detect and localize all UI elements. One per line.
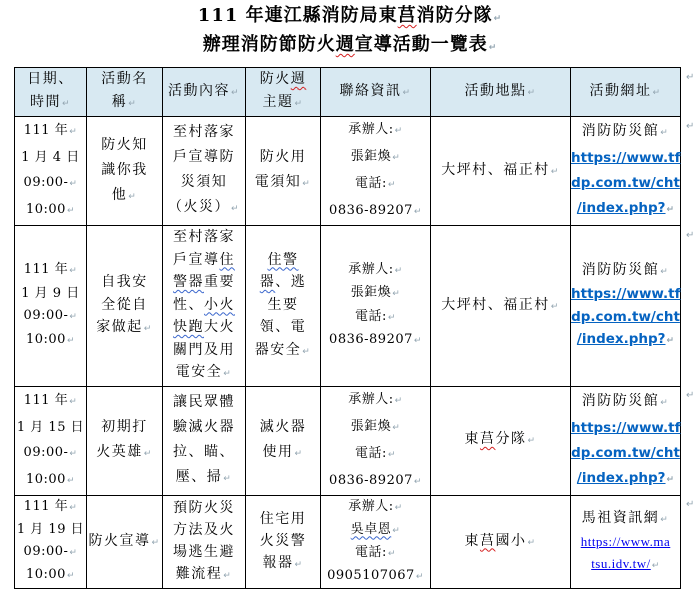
- paragraph-mark: ↵: [660, 514, 670, 525]
- header-row: [15, 68, 681, 117]
- paragraph-mark: ↵: [302, 346, 312, 357]
- text-line: [246, 249, 320, 272]
- text-line: 他↵: [87, 183, 162, 210]
- row-end-mark: ↵: [686, 120, 695, 132]
- text-line: 滅火器: [259, 418, 307, 435]
- text-line: 10:00↵: [15, 197, 86, 224]
- text-line: （火災）↵: [163, 195, 245, 222]
- paragraph-mark: ↵: [66, 475, 75, 486]
- text-line: 承辦人:↵: [321, 259, 430, 283]
- cell-theme: [246, 386, 321, 495]
- text-line: 東莒國小↵: [431, 530, 570, 554]
- paragraph-mark: ↵: [394, 395, 403, 406]
- paragraph-mark: ↵: [128, 191, 138, 202]
- paragraph-mark: ↵: [402, 87, 412, 98]
- column-header-date-time: [15, 68, 87, 117]
- text-line: 至村落家: [173, 229, 235, 245]
- spellcheck-red-squiggle: 週: [290, 71, 307, 87]
- website-link[interactable]: [571, 531, 680, 577]
- cell-date: [15, 117, 87, 226]
- cell-website: [571, 386, 681, 495]
- table-body: [15, 117, 681, 589]
- cell-location: [431, 495, 571, 588]
- row-end-mark: ↵: [686, 499, 695, 510]
- cell-activity-name: [87, 117, 163, 226]
- cell-activity-name: [87, 495, 163, 588]
- text-line: 自我安: [101, 274, 148, 290]
- paragraph-mark: ↵: [66, 335, 75, 346]
- text-line: 難流程↵: [163, 563, 245, 587]
- table-header: [15, 68, 681, 117]
- paragraph-mark: ↵: [294, 559, 304, 570]
- website-link[interactable]: [571, 146, 680, 223]
- text-line: 火災警: [259, 532, 307, 549]
- grammar-blue-squiggle: 快跑: [173, 319, 204, 335]
- text-line: 生要: [267, 296, 299, 313]
- paragraph-mark: ↵: [294, 448, 304, 459]
- table-row: [15, 117, 681, 226]
- cell-date: [15, 495, 87, 588]
- text-line: 111 年↵: [15, 259, 86, 283]
- cell-date: [15, 226, 87, 387]
- table-row: [15, 226, 681, 387]
- paragraph-mark: ↵: [652, 87, 662, 98]
- text-line: 111 年連江縣消防局東莒消防分隊↵: [0, 3, 700, 32]
- paragraph-mark: ↵: [527, 537, 537, 548]
- text-line: 10:00↵: [15, 564, 86, 587]
- paragraph-mark: ↵: [66, 571, 75, 581]
- grammar-blue-squiggle: 住警: [267, 251, 299, 268]
- paragraph-mark: ↵: [128, 99, 138, 109]
- grammar-blue-squiggle: 小火: [204, 296, 235, 313]
- text-line: 防火宣導↵: [87, 530, 162, 554]
- text-line: dp.com.tw/cht: [571, 444, 680, 461]
- text-line: 消防防災館↵: [571, 389, 680, 416]
- row-end-mark: ↵: [686, 229, 695, 241]
- text-line: 場逃生避: [173, 543, 235, 560]
- text-line: 報器↵: [246, 552, 320, 576]
- spellcheck-red-squiggle: 週: [335, 34, 355, 55]
- text-line: 家做起↵: [87, 316, 162, 341]
- text-line: 承辦人:↵: [321, 496, 430, 519]
- paragraph-mark: ↵: [69, 179, 78, 189]
- row-end-mark: ↵: [686, 390, 695, 401]
- text-line: /index.php?↵: [571, 196, 680, 223]
- text-line: 警器重要: [173, 274, 235, 290]
- text-line: 09:00-↵: [15, 440, 86, 467]
- text-line: 戶宣導防: [173, 149, 235, 165]
- paragraph-mark: ↵: [413, 476, 422, 487]
- paragraph-mark: ↵: [666, 205, 675, 215]
- cell-contact: [321, 386, 431, 495]
- cell-website: [571, 495, 681, 588]
- paragraph-mark: ↵: [392, 422, 401, 433]
- paragraph-mark: ↵: [387, 180, 396, 190]
- spellcheck-red-squiggle: 莒: [479, 532, 496, 549]
- paragraph-mark: ↵: [143, 324, 153, 334]
- grammar-blue-squiggle: 吳卓恩: [350, 521, 392, 537]
- text-line: https://www.tf: [571, 150, 681, 166]
- paragraph-mark: ↵: [392, 289, 401, 300]
- text-line: 活動地點↵: [431, 80, 570, 105]
- spellcheck-red-squiggle: 莒: [397, 5, 417, 26]
- text-line: 火英雄↵: [87, 440, 162, 467]
- cell-activity-name: [87, 226, 163, 387]
- paragraph-mark: ↵: [392, 153, 401, 163]
- paragraph-mark: ↵: [394, 502, 403, 513]
- spellcheck-red-squiggle: 莒: [479, 431, 496, 447]
- text-line: 09:00-↵: [15, 541, 86, 564]
- cell-contact: [321, 117, 431, 226]
- paragraph-mark: ↵: [415, 571, 424, 582]
- text-line: 0905107067↵: [321, 565, 430, 588]
- grammar-blue-squiggle: 器: [259, 274, 276, 290]
- text-line: 初期打: [101, 418, 148, 435]
- text-line: 壓、掃↵: [163, 465, 245, 492]
- text-line: 馬祖資訊網↵: [571, 507, 680, 531]
- text-line: 器、逃: [259, 274, 307, 290]
- text-line: 張鉅煥↵: [321, 414, 430, 441]
- text-line: 承辦人:↵: [321, 387, 430, 414]
- paragraph-mark: ↵: [69, 312, 78, 323]
- text-line: 10:00↵: [15, 329, 86, 353]
- cell-location: [431, 386, 571, 495]
- text-line: 器安全↵: [246, 339, 320, 364]
- text-line: 性、小火: [173, 296, 235, 313]
- text-line: 活動網址↵: [571, 80, 680, 105]
- text-line: 111 年↵: [15, 388, 86, 415]
- paragraph-mark: ↵: [223, 473, 233, 484]
- paragraph-mark: ↵: [493, 14, 503, 24]
- paragraph-mark: ↵: [387, 449, 396, 460]
- text-line: 防火週: [259, 71, 307, 87]
- text-line: dp.com.tw/cht: [571, 308, 680, 325]
- paragraph-mark: ↵: [66, 206, 75, 216]
- text-line: 1 月 15 日: [16, 419, 85, 435]
- text-line: 關門及用: [173, 341, 235, 358]
- paragraph-mark: ↵: [61, 99, 72, 109]
- text-line: 全從自: [101, 296, 148, 313]
- paragraph-mark: ↵: [394, 126, 403, 136]
- text-line: 稱↵: [87, 91, 162, 116]
- text-line: 09:00-↵: [15, 170, 86, 197]
- cell-location: [431, 117, 571, 226]
- paragraph-mark: ↵: [413, 207, 422, 217]
- text-line: 0836-89207↵: [321, 468, 430, 495]
- cell-contact: [321, 226, 431, 387]
- cell-theme: [246, 495, 321, 588]
- text-line: 電話:↵: [321, 171, 430, 198]
- text-line: 1 月 4 日: [21, 150, 80, 165]
- paragraph-mark: ↵: [413, 336, 422, 347]
- text-line: https://www.tf: [571, 286, 681, 303]
- grammar-blue-squiggle: 警器: [173, 274, 204, 290]
- text-line: 災須知: [180, 174, 228, 190]
- text-line: 0836-89207↵: [321, 198, 430, 225]
- text-line: 防火用: [259, 149, 307, 165]
- paragraph-mark: ↵: [394, 265, 403, 276]
- text-line: 防火知: [101, 136, 148, 153]
- paragraph-mark: ↵: [223, 369, 233, 379]
- text-line: 電話:↵: [321, 542, 430, 565]
- text-line: /index.php?↵: [571, 466, 680, 493]
- paragraph-mark: ↵: [302, 179, 312, 189]
- paragraph-mark: ↵: [223, 570, 233, 581]
- text-line: 1 月 9 日: [21, 285, 80, 301]
- text-line: 讓民眾體: [173, 393, 235, 410]
- text-line: 0836-89207↵: [321, 329, 430, 353]
- text-line: 電話:↵: [321, 441, 430, 468]
- text-line: https://www.ma: [580, 533, 671, 549]
- activity-table: [14, 67, 681, 589]
- table-row: [15, 495, 681, 588]
- text-line: 日期、: [27, 71, 74, 87]
- column-header-activity-name: [87, 68, 163, 117]
- paragraph-mark: ↵: [660, 128, 670, 138]
- cell-activity-content: [163, 386, 246, 495]
- paragraph-mark: ↵: [660, 266, 670, 277]
- paragraph-mark: ↵: [387, 312, 396, 323]
- column-header-fire-week-theme: [246, 68, 321, 117]
- paragraph-mark: ↵: [69, 448, 78, 459]
- cell-activity-name: [87, 386, 163, 495]
- cell-website: [571, 226, 681, 387]
- paragraph-mark: ↵: [143, 448, 153, 459]
- text-line: 至村落家: [173, 124, 235, 140]
- text-line: 1 月 19 日: [16, 522, 85, 537]
- row-end-mark: ↵: [686, 71, 695, 83]
- cell-activity-content: [163, 117, 246, 226]
- text-line: 領、電: [259, 319, 307, 335]
- paragraph-mark: ↵: [666, 474, 675, 485]
- document-title: [0, 0, 700, 61]
- text-line: 住宅用: [259, 510, 307, 527]
- cell-activity-content: [163, 226, 246, 387]
- paragraph-mark: ↵: [387, 548, 396, 559]
- text-line: 驗滅火器: [173, 418, 235, 435]
- paragraph-mark: ↵: [527, 436, 537, 446]
- text-line: 承辦人:↵: [321, 117, 430, 144]
- paragraph-mark: ↵: [660, 397, 670, 408]
- text-line: 大坪村、福正村↵: [431, 158, 570, 185]
- text-line: 電安全↵: [163, 361, 245, 386]
- table-row: [15, 386, 681, 495]
- paragraph-mark: ↵: [230, 87, 241, 98]
- text-line: dp.com.tw/cht: [571, 175, 680, 191]
- paragraph-mark: ↵: [69, 266, 78, 277]
- cell-date: [15, 386, 87, 495]
- text-line: 方法及火: [173, 521, 235, 538]
- text-line: 張鉅煥↵: [321, 282, 430, 306]
- paragraph-mark: ↵: [666, 336, 675, 347]
- column-header-contact-info: [321, 68, 431, 117]
- text-line: 10:00↵: [15, 467, 86, 494]
- text-line: 消防防災館↵: [571, 259, 680, 284]
- paragraph-mark: ↵: [69, 548, 78, 558]
- paragraph-mark: ↵: [69, 127, 78, 137]
- text-line: 預防火災: [173, 499, 235, 516]
- paragraph-mark: ↵: [488, 43, 498, 53]
- text-line: [321, 519, 430, 542]
- paragraph-mark: ↵: [151, 537, 161, 548]
- text-line: 電須知↵: [246, 170, 320, 197]
- text-line: 消防防災館↵: [571, 119, 680, 146]
- column-header-website: [571, 68, 681, 117]
- text-line: 09:00-↵: [15, 305, 86, 329]
- text-line: 主題↵: [246, 91, 320, 116]
- cell-website: [571, 117, 681, 226]
- paragraph-mark: ↵: [392, 525, 401, 536]
- website-link[interactable]: [571, 416, 680, 493]
- website-link[interactable]: [571, 283, 680, 353]
- text-line: 聯絡資訊↵: [321, 80, 430, 105]
- text-line: 拉、瞄、: [173, 443, 235, 460]
- text-line: 快跑大火: [173, 319, 235, 335]
- text-line: 大坪村、福正村↵: [431, 294, 570, 319]
- text-line: 識你我: [101, 161, 148, 178]
- paragraph-mark: ↵: [230, 204, 241, 214]
- paragraph-mark: ↵: [69, 503, 78, 513]
- text-line: 使用↵: [246, 440, 320, 467]
- cell-theme: [246, 226, 321, 387]
- cell-activity-content: [163, 495, 246, 588]
- column-header-activity-content: [163, 68, 246, 117]
- text-line: 111 年↵: [15, 496, 86, 519]
- paragraph-mark: ↵: [651, 560, 660, 571]
- column-header-location: [431, 68, 571, 117]
- cell-location: [431, 226, 571, 387]
- text-line: 時間↵: [15, 91, 86, 116]
- paragraph-mark: ↵: [69, 396, 78, 407]
- text-line: 電話:↵: [321, 306, 430, 330]
- text-line: 戶宣導住: [173, 251, 235, 268]
- text-line: tsu.idv.tw/↵: [571, 553, 680, 577]
- text-line: https://www.tf: [571, 419, 681, 436]
- text-line: /index.php?↵: [571, 328, 680, 353]
- cell-theme: [246, 117, 321, 226]
- grammar-blue-squiggle: 住: [219, 251, 235, 268]
- text-line: 111 年↵: [15, 118, 86, 145]
- paragraph-mark: ↵: [294, 99, 304, 109]
- paragraph-mark: ↵: [550, 301, 560, 312]
- cell-contact: [321, 495, 431, 588]
- text-line: 張鉅煥↵: [321, 144, 430, 171]
- text-line: 辦理消防節防火週宣導活動一覽表↵: [0, 32, 700, 61]
- text-line: 活動內容↵: [163, 80, 245, 105]
- text-line: 活動名: [101, 71, 148, 87]
- text-line: 東莒分隊↵: [431, 427, 570, 454]
- paragraph-mark: ↵: [550, 166, 560, 177]
- paragraph-mark: ↵: [527, 87, 537, 98]
